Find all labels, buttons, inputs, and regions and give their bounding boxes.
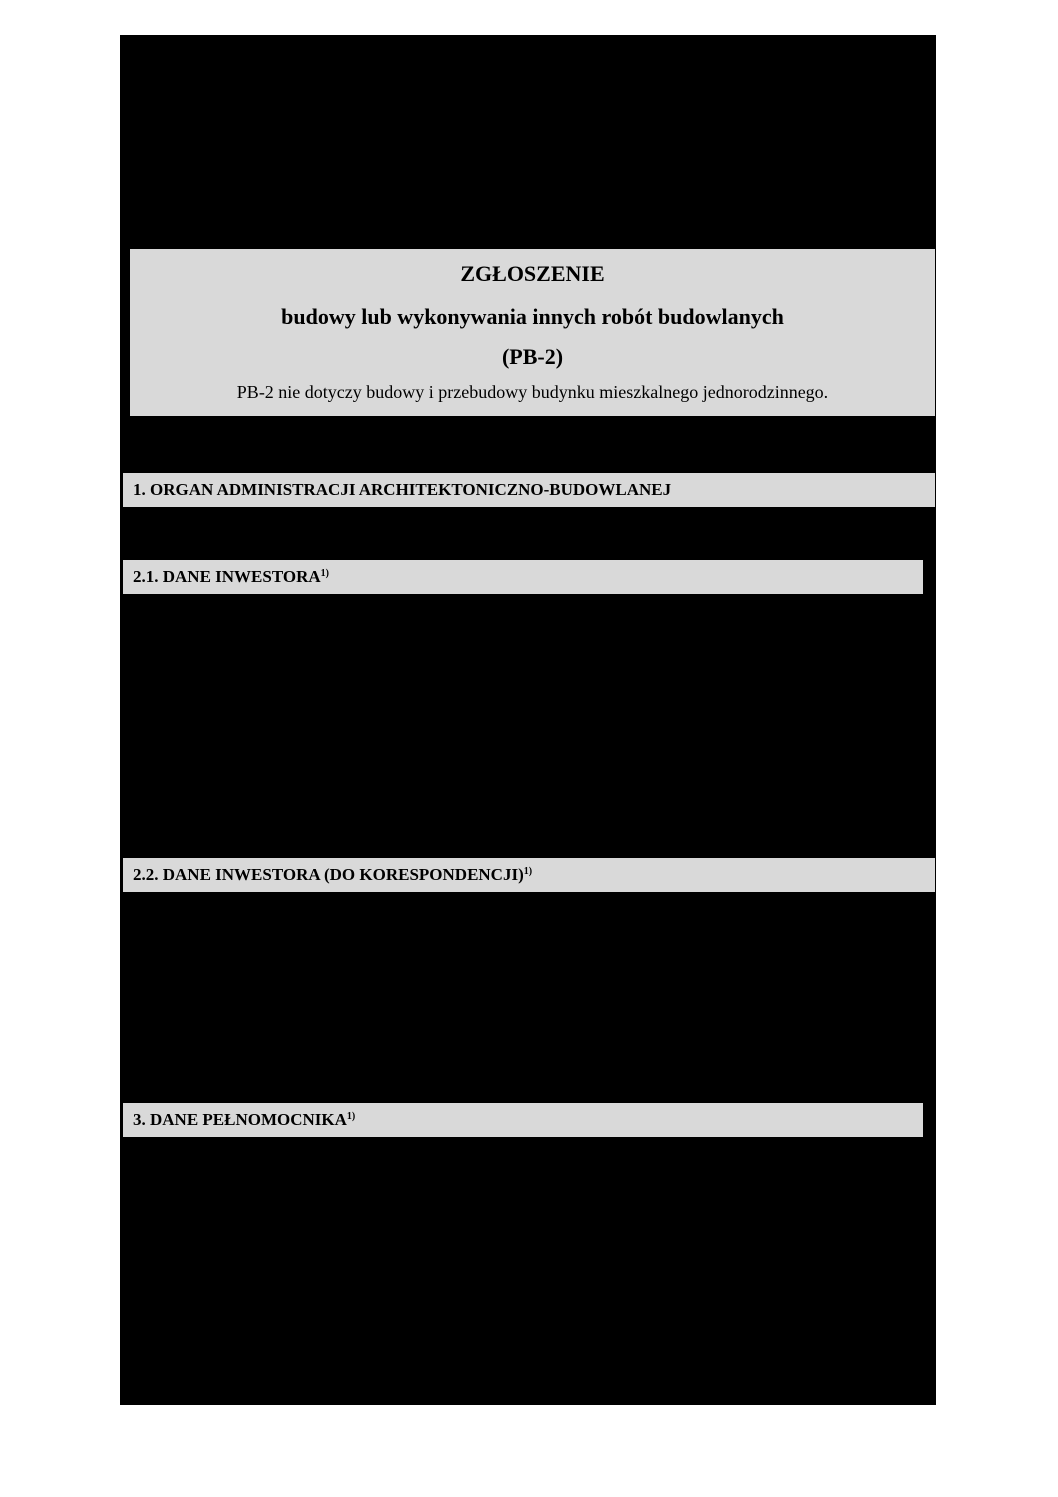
- section-header-investor: [123, 560, 923, 594]
- section-header-proxy: [123, 1103, 923, 1137]
- form-title-box: [130, 249, 935, 416]
- section-label: 2.2. DANE INWESTORA (DO KORESPONDENCJI): [133, 865, 524, 884]
- section-header-investor-correspondence: [123, 858, 935, 892]
- form-note: PB-2 nie dotyczy budowy i przebudowy budynku mieszkalnego jednorodzinnego.: [236, 382, 829, 402]
- footnote-marker: 1): [346, 1111, 356, 1122]
- footnote-marker: 1): [523, 866, 533, 877]
- section-label: 3. DANE PEŁNOMOCNIKA: [133, 1110, 347, 1129]
- form-subtitle: budowy lub wykonywania innych robót budowlanych: [281, 304, 784, 329]
- form-code: (PB-2): [501, 344, 564, 369]
- section-header-organ: [123, 473, 935, 507]
- redacted-form-area: [120, 35, 936, 1405]
- section-label: 1. ORGAN ADMINISTRACJI ARCHITEKTONICZNO-BUDOWLANEJ: [133, 480, 672, 499]
- footnote-marker: 1): [320, 568, 330, 579]
- section-label: 2.1. DANE INWESTORA: [133, 567, 321, 586]
- form-title: ZGŁOSZENIE: [460, 261, 605, 286]
